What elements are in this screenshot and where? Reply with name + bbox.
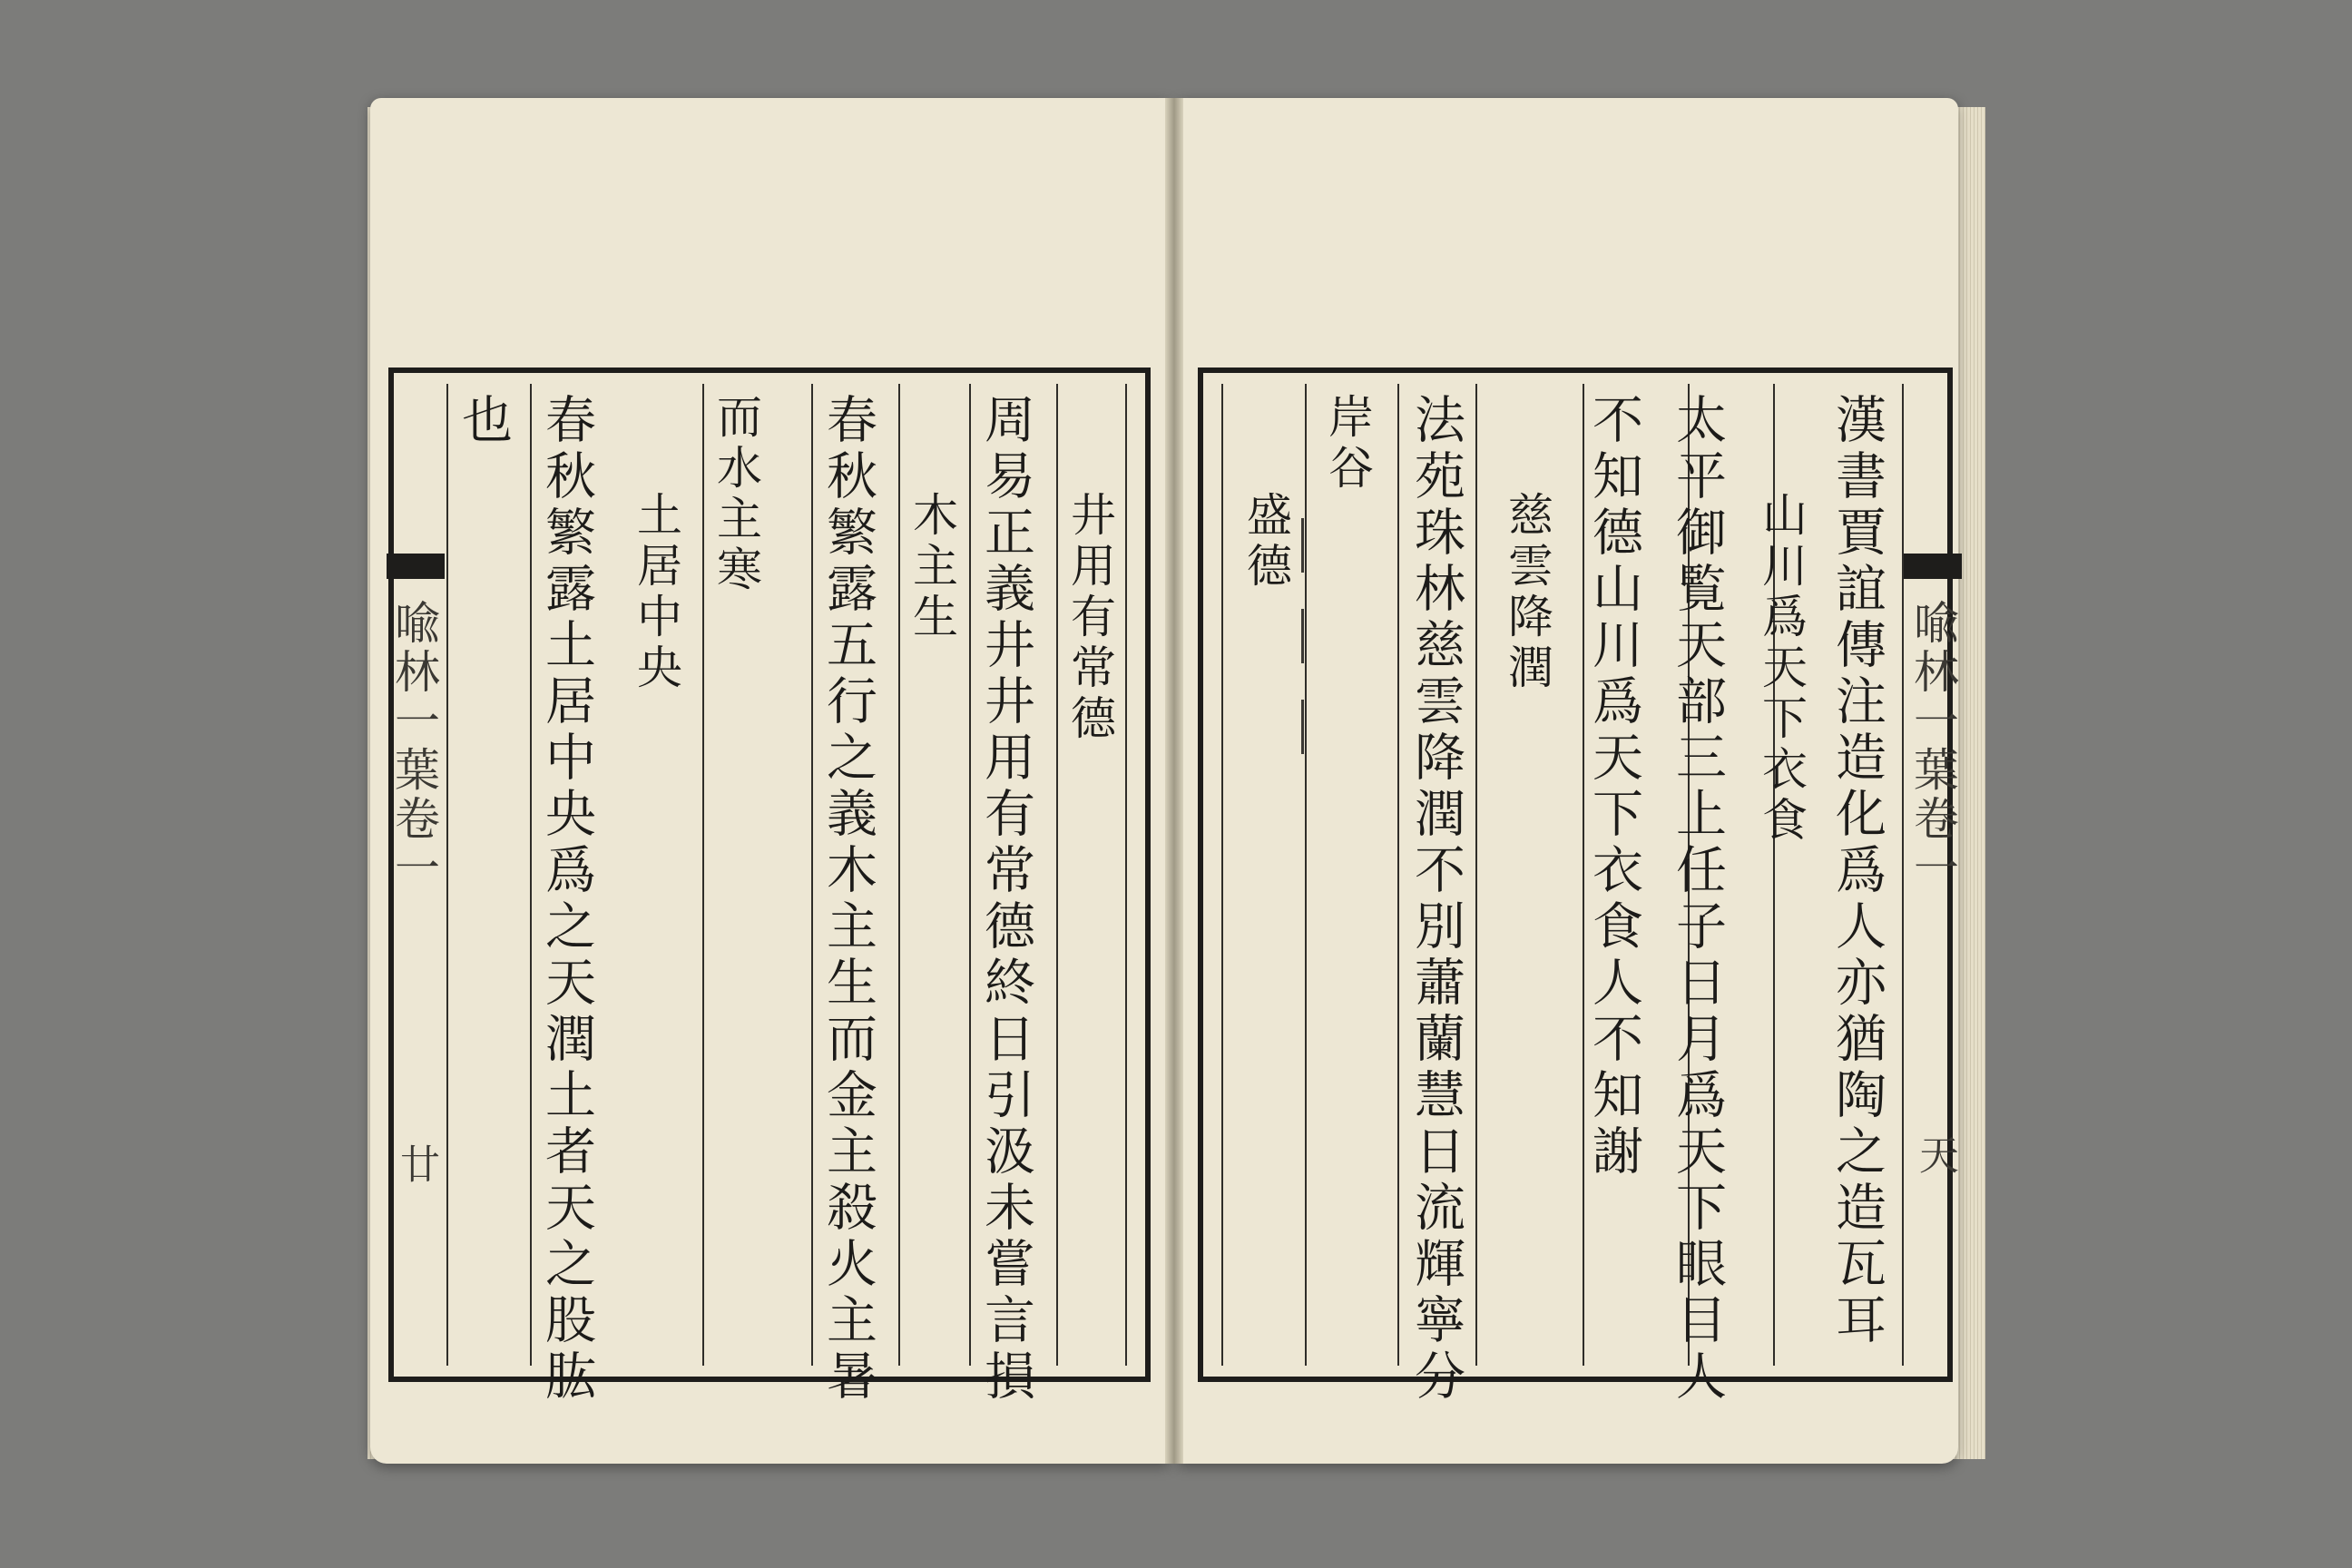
heading-column: 木主生	[906, 491, 958, 643]
text-column: 漢書賈誼傳注造化爲人亦猶陶之造瓦耳	[1828, 393, 1886, 1349]
left-text-frame	[388, 368, 1151, 1406]
heading-column: 盛德	[1240, 491, 1292, 593]
column-rule	[446, 384, 448, 1366]
column-rule	[1475, 384, 1477, 1366]
text-column: 法苑珠林慈雲降潤不別蕭蘭慧日流輝寧分	[1406, 393, 1465, 1406]
right-text-frame	[1198, 368, 1953, 1406]
book-gutter	[1165, 98, 1183, 1464]
column-rule	[898, 384, 900, 1366]
tick-mark	[1301, 609, 1304, 663]
heading-column: 井用有常德	[1063, 491, 1116, 745]
tick-mark	[1301, 518, 1304, 573]
text-column: 而水主寒	[710, 393, 762, 596]
fold-title: 喩林一葉卷一	[1906, 599, 1959, 893]
fold-page-number: 天	[1912, 1134, 1958, 1174]
heading-column: 土居中央	[630, 491, 682, 694]
text-column: 岸谷	[1321, 393, 1374, 495]
column-rule	[1056, 384, 1058, 1366]
column-rule	[1221, 384, 1223, 1366]
column-rule	[530, 384, 532, 1366]
left-fold-strip	[374, 381, 440, 1379]
text-column: 周易正義井井用有常德終日引汲未嘗言損	[976, 393, 1035, 1406]
text-column: 春秋繁露五行之義木主生而金主殺火主暑	[818, 393, 877, 1406]
fish-tail-mark	[387, 554, 445, 579]
column-rule	[702, 384, 704, 1366]
fold-page-number: 廿	[393, 1143, 439, 1183]
tick-mark	[1301, 700, 1304, 754]
heading-column: 山川爲天下衣食	[1755, 491, 1808, 847]
column-rule	[811, 384, 813, 1366]
heading-column: 慈雲降潤	[1501, 491, 1553, 694]
right-fold-strip	[1900, 381, 1964, 1379]
column-rule	[969, 384, 971, 1366]
fish-tail-mark	[1904, 554, 1962, 579]
column-rule	[1125, 384, 1127, 1366]
text-column: 太平御覧天部三上任子日月爲天下眼目人	[1668, 393, 1727, 1406]
text-column: 不知德山川爲天下衣食人不知謝	[1584, 393, 1643, 1181]
text-column: 也	[454, 393, 513, 449]
fold-title: 喩林一葉卷一	[387, 599, 440, 893]
text-column: 春秋繁露土居中央爲之天潤土者天之股肱	[537, 393, 596, 1406]
column-rule	[1305, 384, 1307, 1366]
column-rule	[1397, 384, 1399, 1366]
